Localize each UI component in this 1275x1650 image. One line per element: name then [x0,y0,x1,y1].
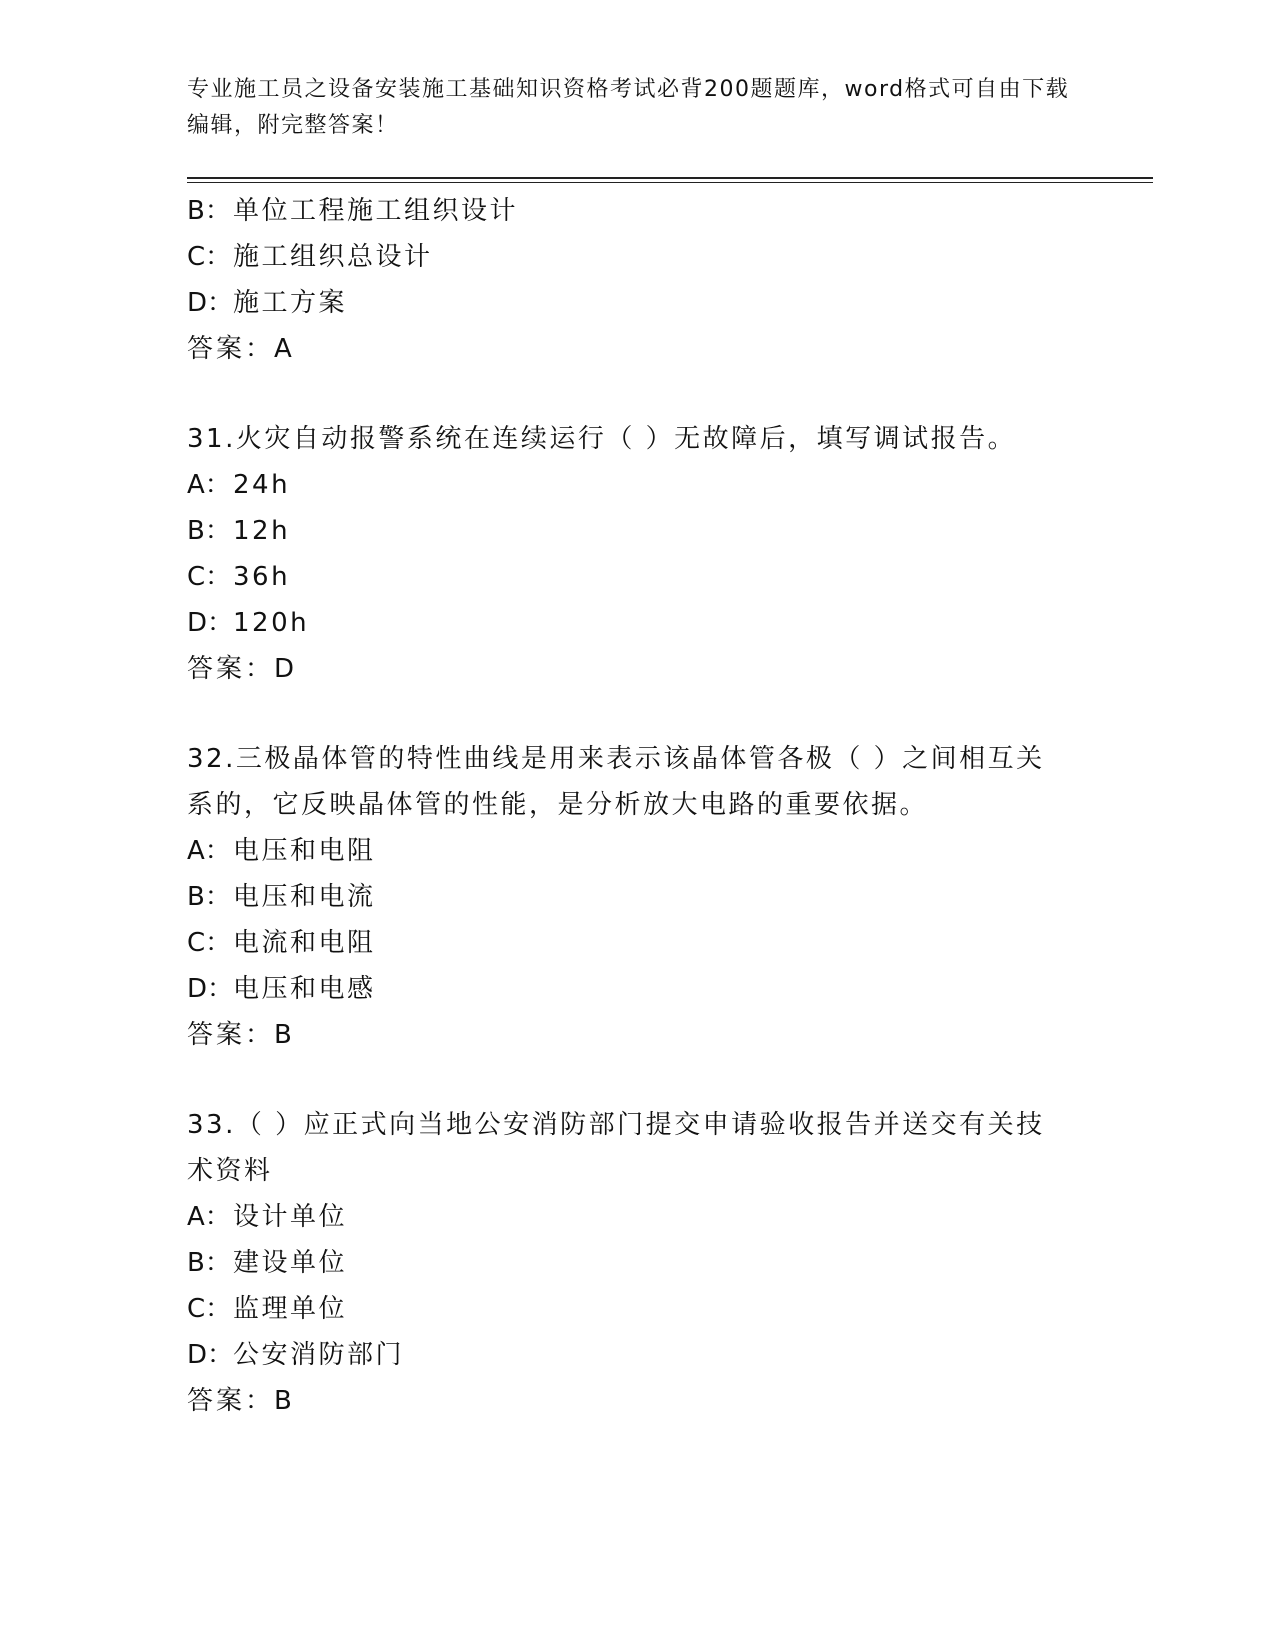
option-label: B： [187,882,231,912]
option-c [187,920,1067,966]
option-a [187,828,1067,874]
option-text: 施工组织总设计 [233,242,433,272]
header-rule-thin [187,182,1153,183]
option-a [187,462,1067,508]
option-d [187,966,1067,1012]
question-33-text: 33.（ ）应正式向当地公安消防部门提交申请验收报告并送交有关技术资料 [187,1110,1045,1186]
answer-line: 答案：D [187,654,298,684]
option-text: 电流和电阻 [233,928,376,958]
option-text: 24h [233,470,291,500]
answer-line: 答案：A [187,334,295,364]
option-text: 公安消防部门 [233,1340,405,1370]
spacer [187,692,1067,736]
option-label: D： [187,608,234,638]
option-text: 电压和电阻 [233,836,376,866]
option-text: 电压和电感 [233,974,376,1004]
option-label: C： [187,928,232,958]
option-text: 监理单位 [233,1294,348,1324]
option-text: 设计单位 [233,1202,348,1232]
option-d [187,280,1067,326]
option-d [187,1332,1067,1378]
answer-line: 答案：B [187,1020,295,1050]
option-label: D： [187,1340,234,1370]
option-text: 单位工程施工组织设计 [233,196,519,226]
header-rule-thick [187,177,1153,179]
question-content [187,188,1067,1424]
question-32-text: 32.三极晶体管的特性曲线是用来表示该晶体管各极（ ）之间相互关系的，它反映晶体管的性能，是分析放大电路的重要依据。 [187,744,1045,820]
option-c [187,554,1067,600]
option-c [187,1286,1067,1332]
option-label: B： [187,516,231,546]
question-31-text: 31.火灾自动报警系统在连续运行（ ）无故障后，填写调试报告。 [187,424,1017,454]
option-label: A： [187,470,231,500]
option-text: 120h [233,608,310,638]
option-c [187,234,1067,280]
option-b [187,1240,1067,1286]
option-d [187,600,1067,646]
option-label: B： [187,1248,231,1278]
spacer [187,1058,1067,1102]
option-b [187,188,1067,234]
option-label: A： [187,1202,231,1232]
option-text: 施工方案 [233,288,348,318]
option-label: D： [187,974,234,1004]
answer-line: 答案：B [187,1386,295,1416]
option-b [187,874,1067,920]
option-b [187,508,1067,554]
document-header: 专业施工员之设备安装施工基础知识资格考试必背200题题库，word格式可自由下载编辑，附完整答案！ [187,77,1070,138]
option-label: C： [187,562,232,592]
spacer [187,372,1067,416]
option-text: 36h [233,562,291,592]
option-text: 12h [233,516,291,546]
option-a [187,1194,1067,1240]
option-label: B： [187,196,231,226]
option-label: A： [187,836,231,866]
option-text: 电压和电流 [233,882,376,912]
option-label: D： [187,288,234,318]
option-label: C： [187,1294,232,1324]
option-text: 建设单位 [233,1248,348,1278]
option-label: C： [187,242,232,272]
